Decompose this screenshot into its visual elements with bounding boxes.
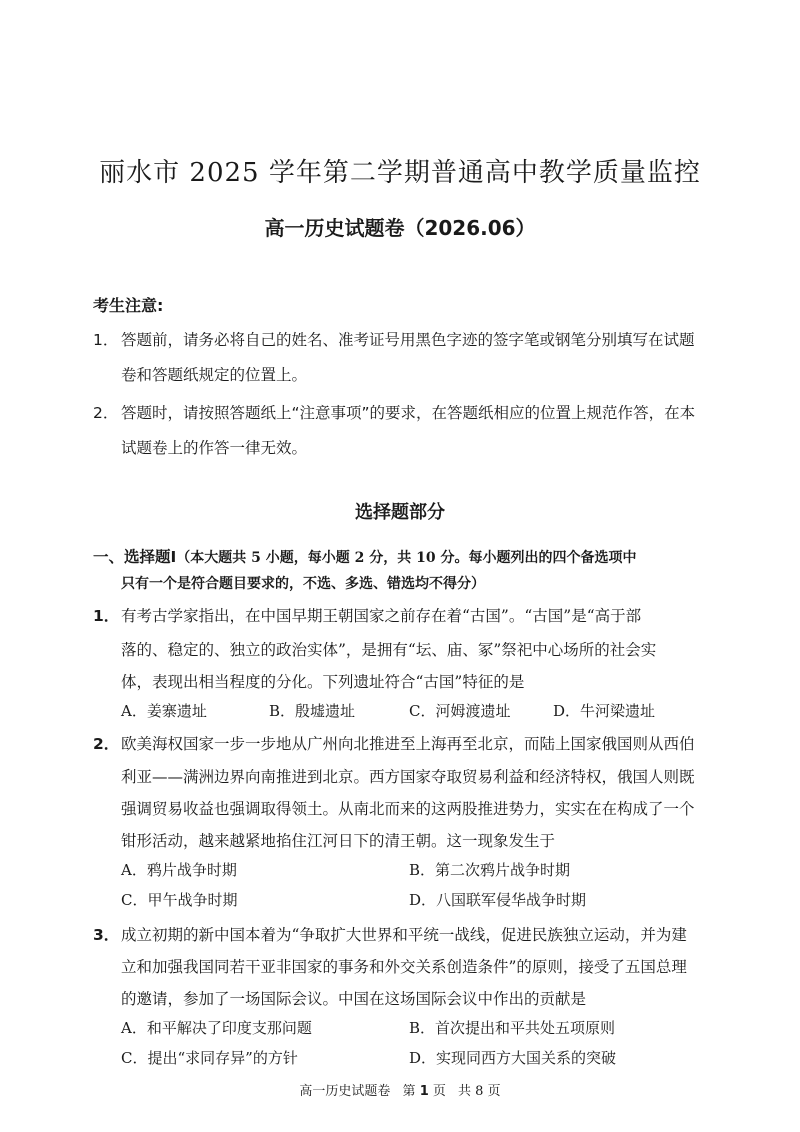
question-3-option-a: A．和平解决了印度支那问题 xyxy=(121,1019,312,1037)
question-1-number: 1． xyxy=(93,607,120,625)
page-footer xyxy=(0,1080,800,1099)
notice-item-1-line-2: 卷和答题纸规定的位置上。 xyxy=(121,366,308,384)
exam-title: 丽水市 2025 学年第二学期普通高中教学质量监控 xyxy=(99,158,701,188)
question-3-line-2: 立和加强我国同若干亚非国家的事务和外交关系创造条件”的原则，接受了五国总理 xyxy=(121,958,687,976)
question-1-option-d: D．牛河梁遗址 xyxy=(553,702,656,720)
notice-item-2-line-2: 试题卷上的作答一律无效。 xyxy=(121,439,308,457)
footer-title: 高一历史试题卷 xyxy=(299,1084,391,1099)
question-2-number: 2． xyxy=(93,735,120,753)
footer-total-pages: 共 8 页 xyxy=(458,1084,501,1099)
question-1-option-c: C．河姆渡遗址 xyxy=(409,702,511,720)
part-label: 一、选择题Ⅰ xyxy=(93,548,177,566)
question-2-line-4: 钳形活动，越来越紧地掐住江河日下的清王朝。这一现象发生于 xyxy=(121,832,556,850)
question-3-option-d: D．实现同西方大国关系的突破 xyxy=(409,1049,617,1067)
question-3-line-3: 的邀请，参加了一场国际会议。中国在这场国际会议中作出的贡献是 xyxy=(121,990,587,1008)
question-1-line-2: 落的、稳定的、独立的政治实体”，是拥有“坛、庙、冢”祭祀中心场所的社会实 xyxy=(121,641,657,659)
question-2-option-b: B．第二次鸦片战争时期 xyxy=(409,861,571,879)
question-1-option-b: B．殷墟遗址 xyxy=(269,702,356,720)
part-heading xyxy=(93,545,637,567)
part-description-2: 只有一个是符合题目要求的，不选、多选、错选均不得分） xyxy=(121,576,485,592)
notice-item-1-number: 1． xyxy=(93,331,119,349)
question-2-line-2: 利亚——满洲边界向南推进到北京。西方国家夺取贸易利益和经济特权，俄国人则既 xyxy=(121,768,695,786)
question-1-line-3: 体，表现出相当程度的分化。下列遗址符合“古国”特征的是 xyxy=(121,673,525,691)
notice-item-2-line-1: 答题时，请按照答题纸上“注意事项”的要求，在答题纸相应的位置上规范作答，在本 xyxy=(121,404,696,422)
question-2-line-3: 强调贸易收益也强调取得领土。从南北而来的这两股推进势力，实实在在构成了一个 xyxy=(121,800,695,818)
question-2-line-1: 欧美海权国家一步一步地从广州向北推进至上海再至北京，而陆上国家俄国则从西伯 xyxy=(121,735,695,753)
question-2-option-c: C．甲午战争时期 xyxy=(121,891,238,909)
section-title: 选择题部分 xyxy=(355,502,445,523)
notice-item-1-line-1: 答题前，请务必将自己的姓名、准考证号用黑色字迹的签字笔或钢笔分别填写在试题 xyxy=(121,331,695,349)
question-2-option-a: A．鸦片战争时期 xyxy=(121,861,237,879)
question-3-option-c: C．提出“求同存异”的方针 xyxy=(121,1049,298,1067)
question-3-line-1: 成立初期的新中国本着为“争取扩大世界和平统一战线，促进民族独立运动，并为建 xyxy=(121,926,687,944)
footer-page-number: 1 xyxy=(419,1084,429,1099)
part-description: （本大题共 5 小题，每小题 2 分，共 10 分。每小题列出的四个备选项中 xyxy=(176,550,637,566)
question-2-option-d: D．八国联军侵华战争时期 xyxy=(409,891,587,909)
footer-page-suffix: 页 xyxy=(432,1084,446,1099)
exam-subtitle: 高一历史试题卷（2026.06） xyxy=(264,216,536,240)
notice-item-2-number: 2． xyxy=(93,404,119,422)
question-3-number: 3． xyxy=(93,926,120,944)
question-1-line-1: 有考古学家指出，在中国早期王朝国家之前存在着“古国”。“古国”是“高于部 xyxy=(121,607,642,625)
notice-heading: 考生注意: xyxy=(93,296,164,315)
question-1-option-a: A．姜寨遗址 xyxy=(121,702,207,720)
question-3-option-b: B．首次提出和平共处五项原则 xyxy=(409,1019,616,1037)
footer-page-prefix: 第 xyxy=(402,1084,416,1099)
